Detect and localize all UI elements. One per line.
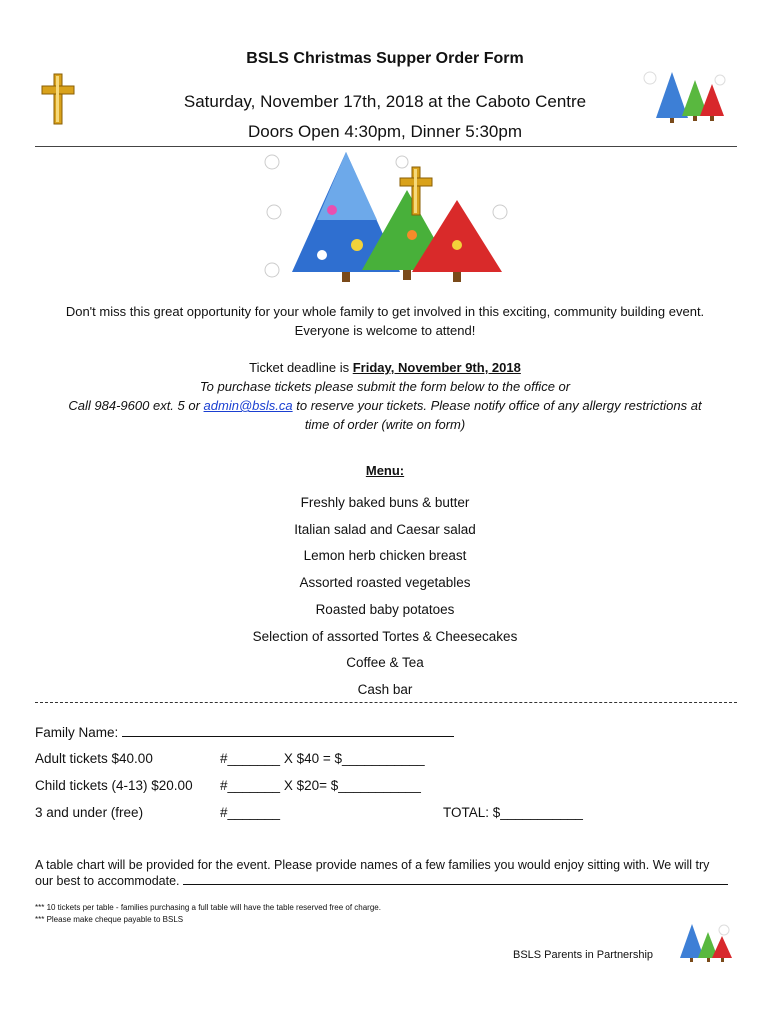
event-time: Doors Open 4:30pm, Dinner 5:30pm — [247, 122, 523, 141]
menu-item: Selection of assorted Tortes & Cheesecakes — [252, 628, 518, 644]
free-tickets-label: 3 and under (free) — [35, 805, 144, 820]
table-note-line-2 — [35, 873, 740, 889]
event-date: Saturday, November 17th, 2018 at the Caboto Centre — [183, 92, 587, 111]
call-prefix: Call 984-9600 ext. 5 or — [68, 398, 204, 413]
header-divider — [35, 146, 737, 147]
christmas-trees-illustration — [262, 150, 512, 285]
family-name-field[interactable] — [122, 723, 454, 737]
call-end-line: time of order (write on form) — [304, 417, 466, 432]
deadline-line — [0, 358, 770, 377]
footnote-2: *** Please make cheque payable to BSLS — [35, 915, 184, 924]
menu-item: Assorted roasted vegetables — [299, 575, 471, 591]
footer-text: BSLS Parents in Partnership — [513, 949, 654, 961]
page-title: BSLS Christmas Supper Order Form — [246, 50, 524, 67]
menu-item: Freshly baked buns & butter — [300, 495, 470, 510]
menu-item: Lemon herb chicken breast — [303, 548, 467, 564]
table-note-line-2-text: our best to accommodate. — [35, 874, 180, 888]
table-note — [35, 858, 740, 889]
deadline-text — [0, 358, 770, 434]
adult-tickets-label: Adult tickets $40.00 — [35, 751, 153, 766]
email-link[interactable]: admin@bsls.ca — [203, 398, 293, 413]
menu-list — [0, 490, 770, 704]
cut-line — [35, 702, 737, 703]
deadline-date: Friday, November 9th, 2018 — [352, 360, 521, 375]
intro-line-2: Everyone is welcome to attend! — [294, 323, 476, 338]
free-tickets-calc[interactable]: #_______ — [220, 805, 281, 820]
call-suffix: to reserve your tickets. Please notify office of any allergy restrictions at — [292, 398, 702, 413]
family-name-row — [35, 723, 454, 740]
total-field[interactable]: TOTAL: $___________ — [443, 805, 583, 820]
menu-item: Italian salad and Caesar salad — [294, 521, 476, 537]
purchase-line: To purchase tickets please submit the form below to the office or — [199, 379, 571, 394]
intro-line-1: Don't miss this great opportunity for your whole family to get involved in this exciting, community building event. — [65, 304, 705, 319]
menu-item: Coffee & Tea — [346, 655, 424, 671]
footnote-1: *** 10 tickets per table - families purchasing a full table will have the table reserved free of charge. — [35, 903, 381, 912]
child-tickets-label: Child tickets (4-13) $20.00 — [35, 778, 193, 793]
deadline-prefix: Ticket deadline is — [249, 360, 353, 375]
menu-item: Roasted baby potatoes — [315, 601, 455, 617]
menu-title: Menu: — [365, 463, 405, 478]
adult-tickets-calc[interactable]: #_______ X $40 = $___________ — [220, 751, 425, 766]
cross-icon — [398, 165, 434, 217]
call-line — [0, 396, 770, 415]
intro-text — [0, 302, 770, 340]
christmas-trees-icon — [672, 922, 734, 964]
menu-item: Cash bar — [357, 681, 413, 697]
families-field[interactable] — [183, 873, 728, 885]
child-tickets-calc[interactable]: #_______ X $20= $___________ — [220, 778, 421, 793]
table-note-line-1: A table chart will be provided for the event. Please provide names of a few families you would enjoy sitting with. We will try — [35, 858, 710, 872]
family-name-label: Family Name: — [35, 725, 119, 740]
